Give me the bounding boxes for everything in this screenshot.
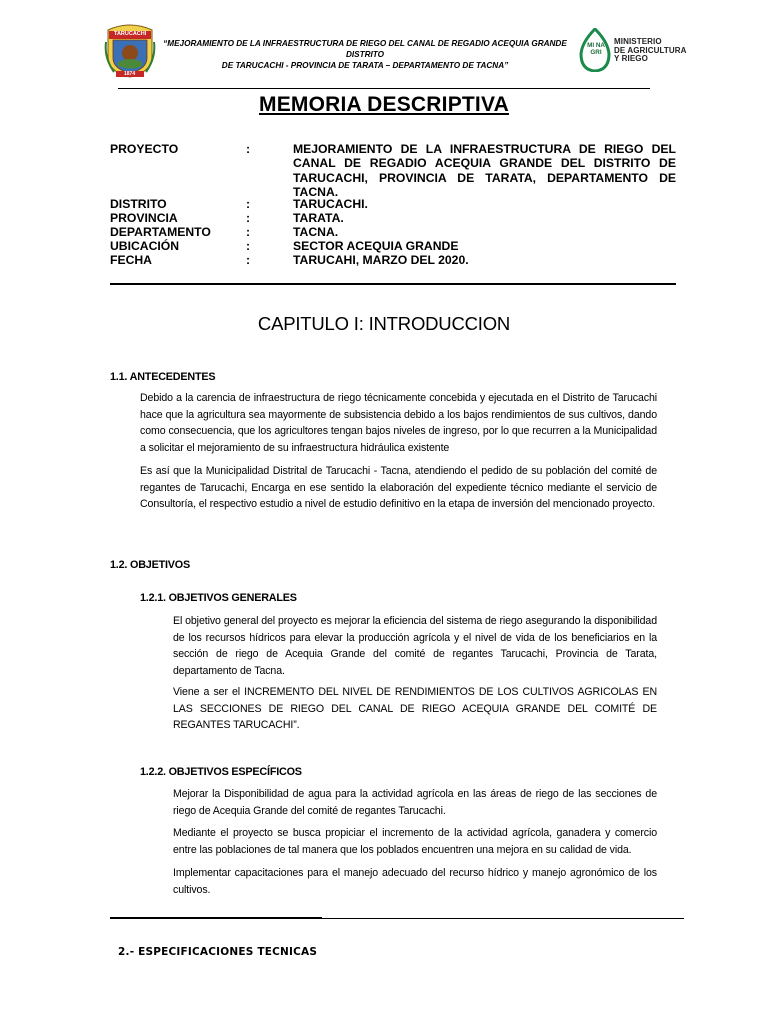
minagri-mark: MI NA GRI (587, 42, 605, 56)
info-value: TARUCACHI. (293, 197, 368, 211)
info-label: DEPARTAMENTO (110, 225, 211, 239)
ministry-line-1: MINISTERIO (614, 37, 662, 46)
ministry-line-3: Y RIEGO (614, 54, 648, 63)
tarucachi-logo (104, 22, 156, 78)
ministry-line-2: DE AGRICULTURA (614, 45, 687, 55)
header-project-title (158, 38, 572, 71)
info-colon: : (246, 197, 251, 211)
info-value: TARATA. (293, 211, 344, 225)
minagri-logo (578, 28, 698, 72)
footer-divider-accent (110, 917, 322, 919)
header-divider (118, 88, 650, 89)
logo-left-year: 1874 (124, 71, 136, 77)
info-colon: : (246, 225, 251, 239)
paragraph-antecedentes-2: Es así que la Municipalidad Distrital de Tarucachi - Tacna, atendiendo el pedido de su población del comité de regantes de Tarucachi, Encarga en ese sentido la elaboración del expediente técnico mediante el servicio de Consultoría, el respectivo estudio a nivel de estudio definitivo en la etapa de inversión del mencionado proyecto. (140, 465, 657, 511)
document-title: MEMORIA DESCRIPTIVA (259, 93, 509, 116)
paragraph-generales-1: El objetivo general del proyecto es mejorar la eficiencia del sistema de riego asegurando la disponibilidad de los recursos hídricos para elevar la producción agrícola y el nivel de vida de los beneficiarios en la sección de riego de Acequia Grande del comité de regantes Tarucachi, Provincia de Tarata, departamento de Tacna. (173, 615, 657, 677)
section-heading-objetivos: 1.2. OBJETIVOS (110, 559, 191, 571)
paragraph-antecedentes-1: Debido a la carencia de infraestructura de riego técnicamente concebida y ejecutada en el Distrito de Tarucachi hace que la agricultura sea mayormente de subsistencia debido a los bajos rendimientos de sus cultivos, dando como consecuencia, que los agricultores tengan bajos niveles de ingreso, por lo que recurren a la Municipalidad a solicitar el mejoramiento de su infraestructura hidráulica existente (140, 392, 657, 454)
info-label: PROVINCIA (110, 211, 178, 225)
info-colon: : (246, 142, 251, 156)
info-divider (110, 283, 676, 285)
info-label: PROYECTO (110, 142, 179, 156)
subsection-heading-generales: 1.2.1. OBJETIVOS GENERALES (140, 592, 297, 604)
paragraph-generales-2: Viene a ser el INCREMENTO DEL NIVEL DE RENDIMIENTOS DE LOS CULTIVOS AGRICOLAS EN LAS SECCIONES DE RIEGO DEL CANAL DE RIEGO ACEQUIA GRANDE DEL COMITÉ DE REGANTES TARUCACHI”. (173, 686, 657, 732)
chapter-title: CAPITULO I: INTRODUCCION (257, 313, 511, 334)
section-heading-antecedentes: 1.1. ANTECEDENTES (110, 371, 216, 383)
footer-next-section: 2.- ESPECIFICACIONES TECNICAS (118, 946, 318, 958)
info-label: FECHA (110, 253, 152, 267)
subsection-heading-especificos: 1.2.2. OBJETIVOS ESPECÍFICOS (140, 766, 302, 778)
info-value: TARUCAHI, MARZO DEL 2020. (293, 253, 469, 267)
ministry-name (614, 38, 687, 64)
header-line-2: DE TARUCACHI - PROVINCIA DE TARATA – DEPARTAMENTO DE TACNA” (221, 61, 509, 70)
paragraph-especificos-1: Mejorar la Disponibilidad de agua para la actividad agrícola en las áreas de riego de las secciones de riego de Acequia Grande del comité de regantes Tarucachi. (173, 788, 657, 817)
header-line-1: “MEJORAMIENTO DE LA INFRAESTRUCTURA DE RIEGO DEL CANAL DE REGADIO ACEQUIA GRANDE DISTRITO (163, 39, 567, 59)
info-value: SECTOR ACEQUIA GRANDE (293, 239, 459, 253)
info-value: MEJORAMIENTO DE LA INFRAESTRUCTURA DE RIEGO DEL CANAL DE REGADIO ACEQUIA GRANDE DEL DISTRITO DE TARUCACHI, PROVINCIA DE TARATA, DEPARTAMENTO DE TACNA. (293, 142, 676, 199)
info-value: TACNA. (293, 225, 339, 239)
info-label: DISTRITO (110, 197, 167, 211)
info-colon: : (246, 211, 251, 225)
logo-left-label: TARUCACHI (114, 31, 147, 37)
info-row-proyecto (110, 142, 680, 200)
paragraph-especificos-2: Mediante el proyecto se busca propiciar el incremento de la actividad agrícola, ganadera y comercio entre las poblaciones de tal manera que los poblados encuentren una mejora en su calidad de vida. (173, 827, 657, 856)
info-colon: : (246, 239, 251, 253)
paragraph-especificos-3: Implementar capacitaciones para el manejo adecuado del recurso hídrico y manejo agronómico de los cultivos. (173, 867, 657, 896)
info-label: UBICACIÓN (110, 239, 180, 253)
info-colon: : (246, 253, 251, 267)
